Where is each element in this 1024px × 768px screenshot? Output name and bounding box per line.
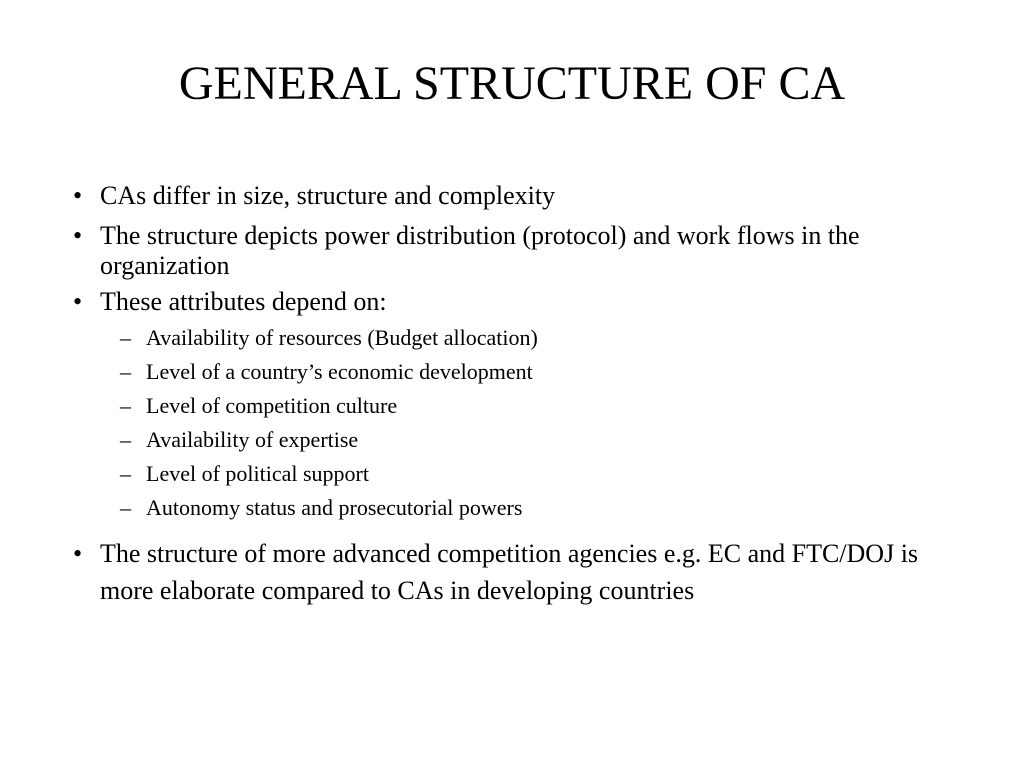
sub-bullet-marker: –	[120, 495, 131, 520]
sub-bullet-marker: –	[120, 325, 131, 350]
bullet-text: These attributes depend on:	[100, 287, 387, 316]
sub-bullet-item	[120, 324, 966, 352]
sub-bullet-item	[120, 426, 966, 454]
bullet-item	[73, 181, 960, 211]
bullet-marker: •	[73, 181, 83, 210]
sub-bullet-text: Level of a country’s economic development	[146, 359, 533, 384]
sub-bullet-marker: –	[120, 393, 131, 418]
sub-bullet-marker: –	[120, 359, 131, 384]
bullet-item	[73, 287, 960, 317]
sub-bullet-text: Level of competition culture	[146, 393, 398, 418]
bullet-marker: •	[73, 539, 83, 568]
sub-bullet-item	[120, 460, 966, 488]
sub-bullet-text: Autonomy status and prosecutorial powers	[146, 495, 523, 520]
sub-bullet-text: Level of political support	[146, 461, 369, 486]
bullet-marker: •	[73, 287, 83, 316]
bullet-text: CAs differ in size, structure and complexity	[100, 181, 556, 210]
sub-bullet-text: Availability of expertise	[146, 427, 359, 452]
bullet-item	[73, 535, 960, 609]
sub-bullet-text: Availability of resources (Budget allocation)	[146, 325, 538, 350]
slide-title: GENERAL STRUCTURE OF CA	[178, 57, 846, 110]
bullet-marker: •	[73, 221, 83, 250]
sub-bullet-marker: –	[120, 461, 131, 486]
sub-bullet-item	[120, 494, 966, 522]
sub-bullet-marker: –	[120, 427, 131, 452]
bullet-item	[73, 221, 960, 281]
bullet-text: The structure depicts power distribution (protocol) and work flows in the organization	[100, 221, 860, 280]
sub-bullet-item	[120, 358, 966, 386]
bullet-text: The structure of more advanced competition agencies e.g. EC and FTC/DOJ is more elaborate compared to CAs in developing countries	[100, 539, 919, 605]
sub-bullet-item	[120, 392, 966, 420]
